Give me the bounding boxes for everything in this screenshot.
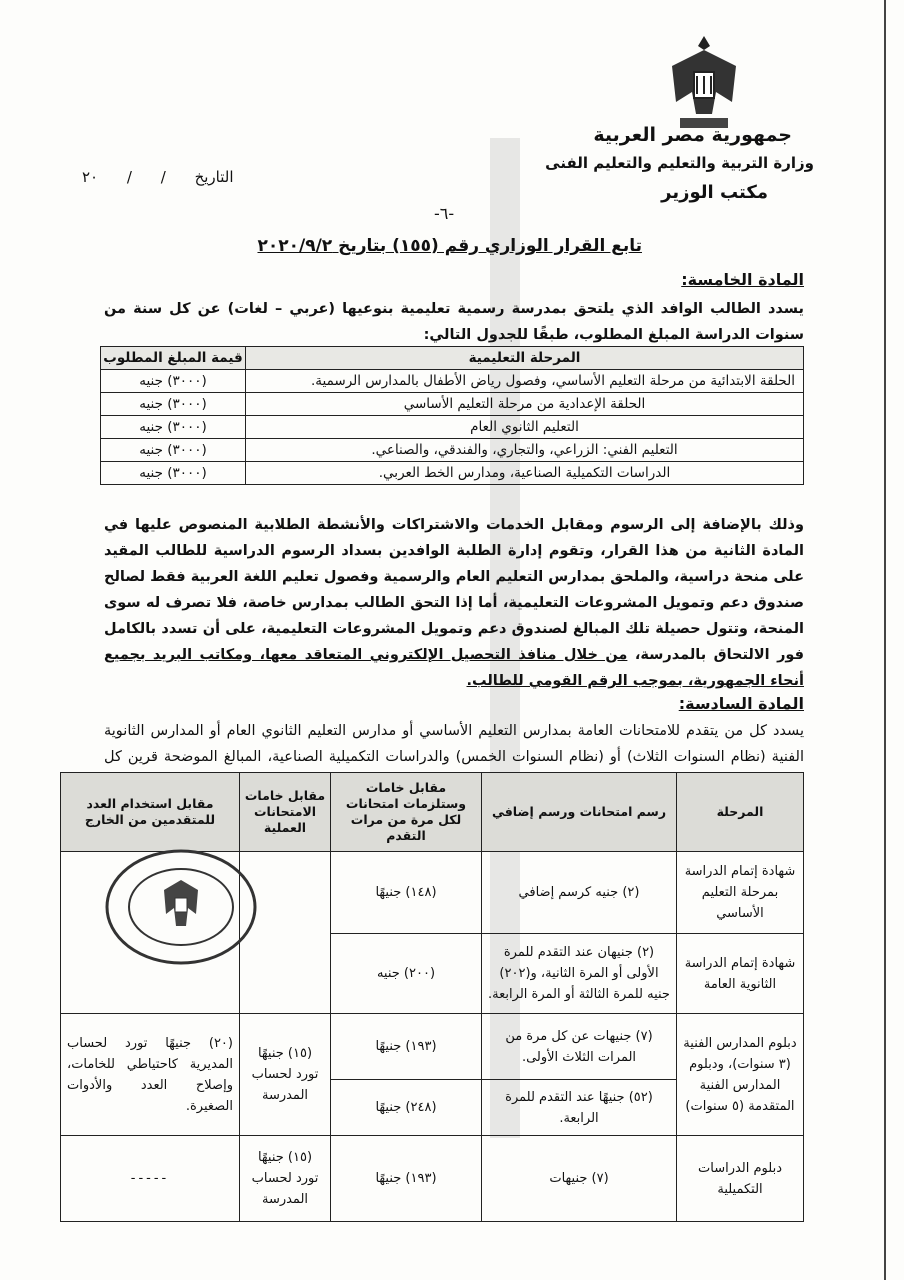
table-row [101, 370, 804, 393]
header-fee: رسم امتحانات ورسم إضافي [482, 773, 677, 852]
stage-cell: الحلقة الإعدادية من مرحلة التعليم الأساسي [246, 393, 804, 416]
fee-cell: (٥٢) جنيهًا عند التقدم للمرة الرابعة. [482, 1080, 677, 1136]
amount-cell: (٣٠٠٠) جنيه [101, 393, 246, 416]
table-header-row [101, 347, 804, 370]
materials-cell: (١٩٣) جنيهًا [331, 1136, 482, 1222]
stage-cell: دبلوم الدراسات التكميلية [677, 1136, 804, 1222]
article5-followup [104, 512, 804, 694]
office-name: مكتب الوزير [661, 182, 768, 203]
table-row [101, 393, 804, 416]
table-row [101, 462, 804, 485]
article5-table [100, 346, 804, 485]
amount-cell: (٣٠٠٠) جنيه [101, 416, 246, 439]
tools-cell: ----- [61, 1136, 240, 1222]
table-row [61, 1014, 804, 1080]
date-value: / / ٢٠ [82, 168, 166, 186]
amount-cell: (٣٠٠٠) جنيه [101, 439, 246, 462]
header-amount: قيمة المبلغ المطلوب [101, 347, 246, 370]
materials-cell: (١٩٣) جنيهًا [331, 1014, 482, 1080]
stage-cell: الدراسات التكميلية الصناعية، ومدارس الخط العربي. [246, 462, 804, 485]
header-tools: مقابل استخدام العدد للمتقدمين من الخارج [61, 773, 240, 852]
header-practical: مقابل خامات الامتحانات العملية [240, 773, 331, 852]
document-subject: تابع القرار الوزاري رقم (١٥٥) بتاريخ ٢٠٢٠/٩/٢ [257, 236, 642, 256]
practical-cell: (١٥) جنيهًا تورد لحساب المدرسة [240, 1014, 331, 1136]
fee-cell: (٧) جنيهات عن كل مرة من المرات الثلاث الأولى. [482, 1014, 677, 1080]
fee-cell: (٢) جنيه كرسم إضافي [482, 852, 677, 934]
materials-cell: (٢٤٨) جنيهًا [331, 1080, 482, 1136]
amount-cell: (٣٠٠٠) جنيه [101, 462, 246, 485]
stage-cell: شهادة إتمام الدراسة بمرحلة التعليم الأساسي [677, 852, 804, 934]
article6-table [60, 772, 804, 1222]
amount-cell: (٣٠٠٠) جنيه [101, 370, 246, 393]
followup-plain-text: وذلك بالإضافة إلى الرسوم ومقابل الخدمات والاشتراكات والأنشطة الطلابية المنصوص عليها في المادة الثانية من هذا القرار، وتقوم إدارة الطلبة الوافدين بسداد الرسوم الدراسية للطالب المقيد على منحة دراسية، والملحق بمدارس التعليم العام والرسمية وفصول تعليم اللغة العربية فقط لصالح صندوق دعم وتمويل المشروعات التعليمية، أما إذا التحق الطالب بمدارس خاصة، فلا تصرف له سوى المنحة، وتتول حصيلة تلك المبالغ لصندوق دعم وتمويل المشروعات التعليمية، على أن تسدد بالكامل فور الالتحاق بالمدرسة، [104, 517, 805, 663]
article5-text: يسدد الطالب الوافد الذي يلتحق بمدرسة رسمية تعليمية بنوعيها (عربي – لغات) عن كل سنة من سنوات الدراسة المبلغ المطلوب، طبقًا للجدول التالي: [104, 301, 804, 343]
practical-cell: (١٥) جنيهًا تورد لحساب المدرسة [240, 1136, 331, 1222]
article5-heading: المادة الخامسة: [681, 270, 804, 289]
page-right-border [884, 0, 886, 1280]
fee-cell: (٢) جنيهان عند التقدم للمرة الأولى أو المرة الثانية، و(٢٠٢) جنيه للمرة الثالثة أو المرة الرابعة. [482, 934, 677, 1014]
country-name: جمهورية مصر العربية [593, 124, 792, 146]
header-stage: المرحلة التعليمية [246, 347, 804, 370]
date-line [82, 168, 234, 186]
date-label: التاريخ [194, 168, 234, 186]
followup-bold-text: من خلال منافذ التحصيل الإلكتروني المتعاقد معها، ومكاتب البريد بجميع أنحاء الجمهورية، بموجب الرقم القومي للطالب. [104, 647, 804, 689]
page-number: -٦- [434, 204, 455, 223]
official-stamp-icon [102, 846, 260, 968]
article6-text: يسدد كل من يتقدم للامتحانات العامة بمدارس التعليم الأساسي أو مدارس التعليم الثانوي العام أو المدارس الثانوية الفنية (نظام السنوات الثلاث) أو (نظام السنوات الخمس) والدراسات التكميلية الصناعية، المبالغ الموضحة قرين كل [104, 723, 804, 765]
stage-cell: التعليم الفني: الزراعي، والتجاري، والفندقي، والصناعي. [246, 439, 804, 462]
header-stage: المرحلة [677, 773, 804, 852]
stage-cell: شهادة إتمام الدراسة الثانوية العامة [677, 934, 804, 1014]
article6-heading: المادة السادسة: [678, 694, 804, 713]
fee-cell: (٧) جنيهات [482, 1136, 677, 1222]
materials-cell: (١٤٨) جنيهًا [331, 852, 482, 934]
materials-cell: (٢٠٠) جنيه [331, 934, 482, 1014]
table-header-row [61, 773, 804, 852]
table-row [101, 439, 804, 462]
stage-cell: دبلوم المدارس الفنية (٣ سنوات)، ودبلوم المدارس الفنية المتقدمة (٥ سنوات) [677, 1014, 804, 1136]
stage-cell: التعليم الثانوي العام [246, 416, 804, 439]
ministry-name: وزارة التربية والتعليم والتعليم الفنى [545, 154, 814, 172]
tools-cell: (٢٠) جنيهًا تورد لحساب المديرية كاحتياطي للخامات، وإصلاح العدد والأدوات الصغيرة. [61, 1014, 240, 1136]
stage-cell: الحلقة الابتدائية من مرحلة التعليم الأساسي، وفصول رياض الأطفال بالمدارس الرسمية. [246, 370, 804, 393]
table-row [61, 1136, 804, 1222]
table-row [101, 416, 804, 439]
header-materials: مقابل خامات وستلزمات امتحانات لكل مرة من مرات التقدم [331, 773, 482, 852]
